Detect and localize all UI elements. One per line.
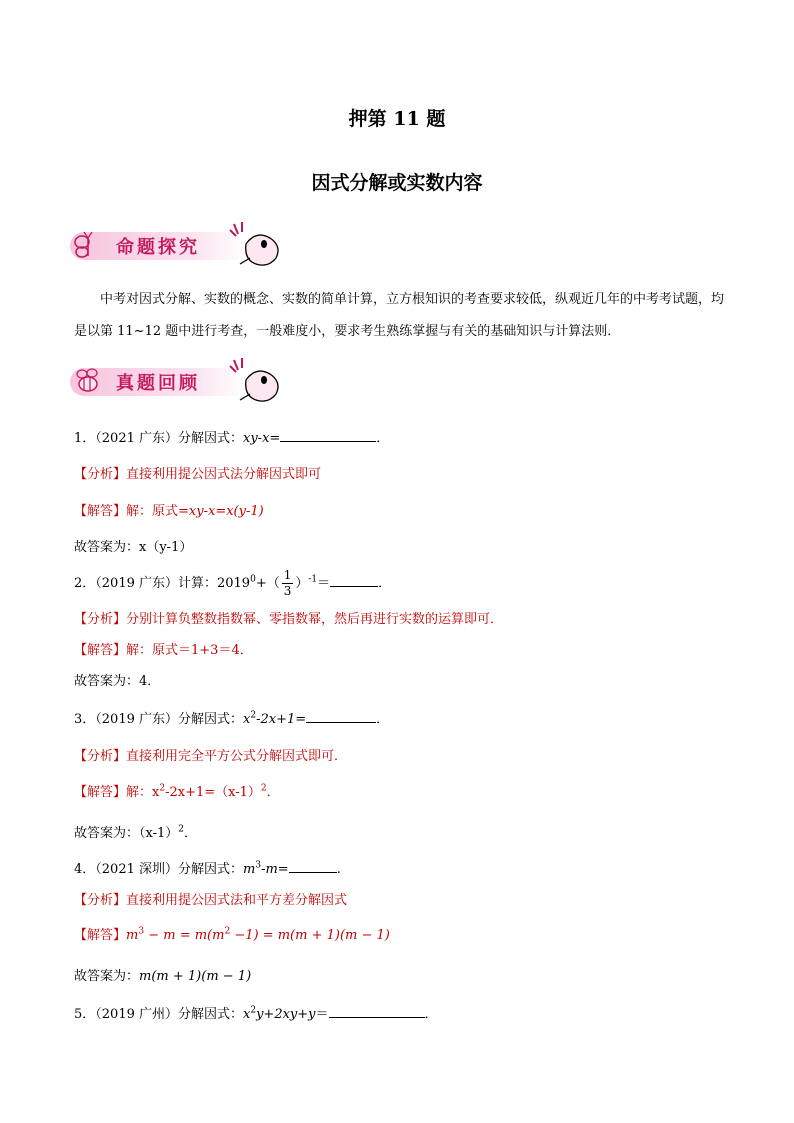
problem-2-question: 2．（2019 广东）计算：$2019^0+$（ $\frac{1}{3}$ ）$^{-1}$＝ ．: [74, 568, 392, 598]
bee-icon: [72, 366, 104, 398]
intro-paragraph: 中考对因式分解、实数的概念、实数的简单计算，立方根知识的考查要求较低，纵观近几年的中考考试题，均是以第 11~12 题中进行考查，一般难度小，要求考生熟练掌握与有关的基础知识与计算法则．: [74, 292, 725, 339]
problem-3-question: 3．（2019 广东）分解因式：$x^2-2x+1=$ ．: [74, 710, 390, 727]
problem-3-analysis: 【分析】直接利用完全平方公式分解因式即可．: [74, 749, 348, 764]
problem-4-analysis: 【分析】直接利用提公因式法和平方差分解因式: [74, 893, 348, 908]
section-banner-explore: [70, 226, 260, 266]
section-label: 命题探究: [116, 237, 200, 258]
answer-blank: [329, 1005, 425, 1018]
page-subtitle: 因式分解或实数内容: [311, 172, 483, 194]
answer-blank: [289, 860, 337, 873]
butterfly-icon: [72, 230, 104, 262]
answer-blank: [280, 429, 376, 442]
answer-blank: [306, 710, 376, 723]
problem-2-solution: 【解答】解：原式＝1+3＝4．: [74, 643, 253, 658]
section-label: 真题回顾: [116, 373, 200, 394]
cartoon-character-icon: [226, 354, 286, 406]
problem-1-question: 1．（2021 广东）分解因式：xy-x= ．: [74, 431, 390, 446]
problem-4-answer: 故答案为：m(m + 1)(m − 1): [74, 969, 252, 984]
problem-2-answer: 故答案为：4．: [74, 674, 161, 689]
problem-1-analysis: 【分析】直接利用提公因式法分解因式即可: [74, 467, 322, 482]
problem-4-solution: 【解答】$m^3 - m = m(m^2 -1) = m(m + 1)(m - 1)$: [74, 926, 390, 943]
cartoon-character-icon: [226, 218, 286, 270]
page-title: 押第 11 题: [348, 108, 446, 130]
problem-3-solution: 【解答】解：$x^2-2x+1=(x-1)^2$．: [74, 783, 280, 800]
problem-4-question: 4．（2021 深圳）分解因式：$m^3-m=$ .: [74, 860, 341, 877]
problem-3-answer: 故答案为：$(x-1)^2$．: [74, 824, 198, 841]
answer-blank: [330, 574, 378, 587]
problem-1-solution: 【解答】解：原式=xy-x=x(y-1): [74, 504, 264, 519]
section-banner-review: [70, 362, 260, 402]
fraction: $\frac{1}{3}$: [283, 568, 292, 598]
problem-1-answer: 故答案为：x（y-1）: [74, 540, 193, 555]
problem-2-analysis: 【分析】分别计算负整数指数幂、零指数幂，然后再进行实数的运算即可．: [74, 612, 504, 627]
problem-5-question: 5．（2019 广州）分解因式：$x^2y+2xy+y=$ ．: [74, 1005, 438, 1022]
